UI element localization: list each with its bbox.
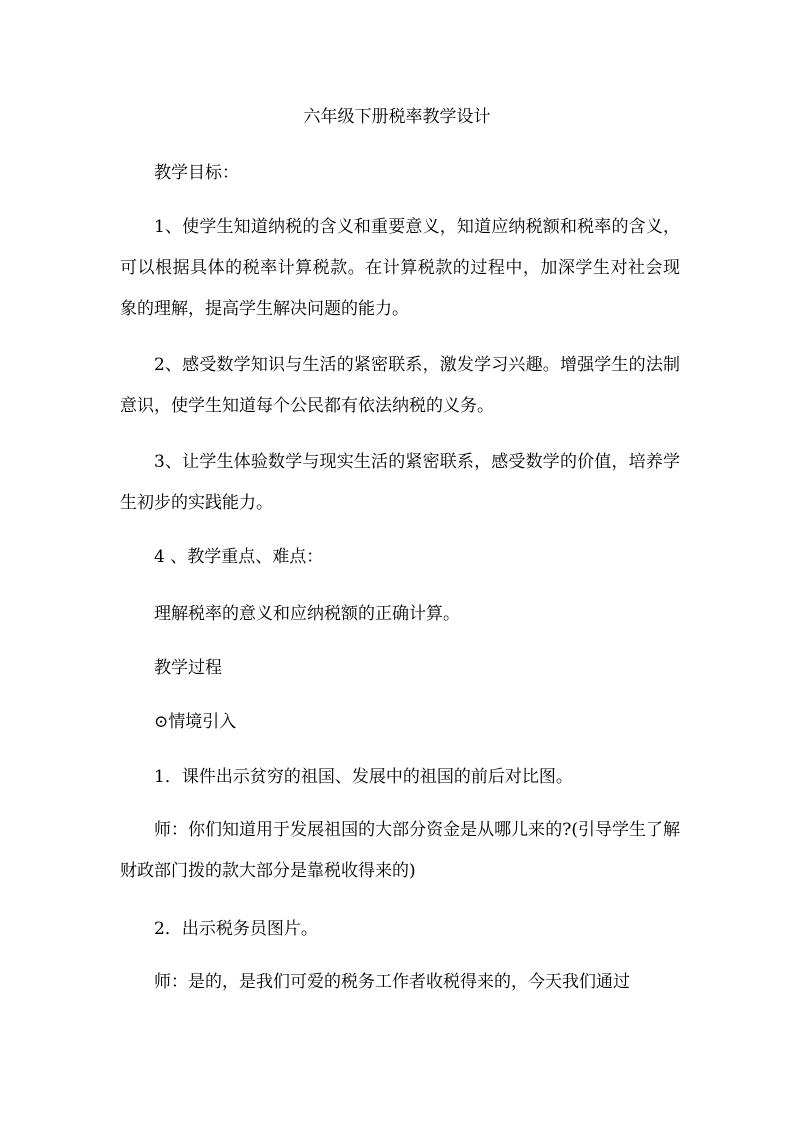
goal-paragraph-1: 1、使学生知道纳税的含义和重要意义，知道应纳税额和税率的含义，可以根据具体的税率计算税款。在计算税款的过程中，加深学生对社会现象的理解，提高学生解决问题的能力。 [120,217,680,319]
teacher-paragraph-1: 师：你们知道用于发展祖国的大部分资金是从哪儿来的?(引导学生了解财政部门拨的款大部分是靠税收得来的) [120,820,680,881]
intro-heading: ⊙情境引入 [154,712,237,732]
goal-paragraph-2: 2、感受数学知识与生活的紧密联系，激发学习兴趣。增强学生的法制意识，使学生知道每个公民都有依法纳税的义务。 [120,355,680,416]
goal-paragraph-3: 3、让学生体验数学与现实生活的紧密联系，感受数学的价值，培养学生初步的实践能力。 [120,452,680,513]
step-1: 1．课件出示贫穷的祖国、发展中的祖国的前后对比图。 [154,767,573,787]
teacher-paragraph-2: 师：是的，是我们可爱的税务工作者收税得来的，今天我们通过 [154,972,630,992]
process-heading: 教学过程 [154,658,222,678]
document-title: 六年级下册税率教学设计 [303,107,491,127]
key-points-heading: 4 、教学重点、难点： [154,547,324,567]
goals-heading: 教学目标： [154,163,239,183]
step-2: 2．出示税务员图片。 [154,919,318,939]
key-points-body: 理解税率的意义和应纳税额的正确计算。 [154,604,460,624]
